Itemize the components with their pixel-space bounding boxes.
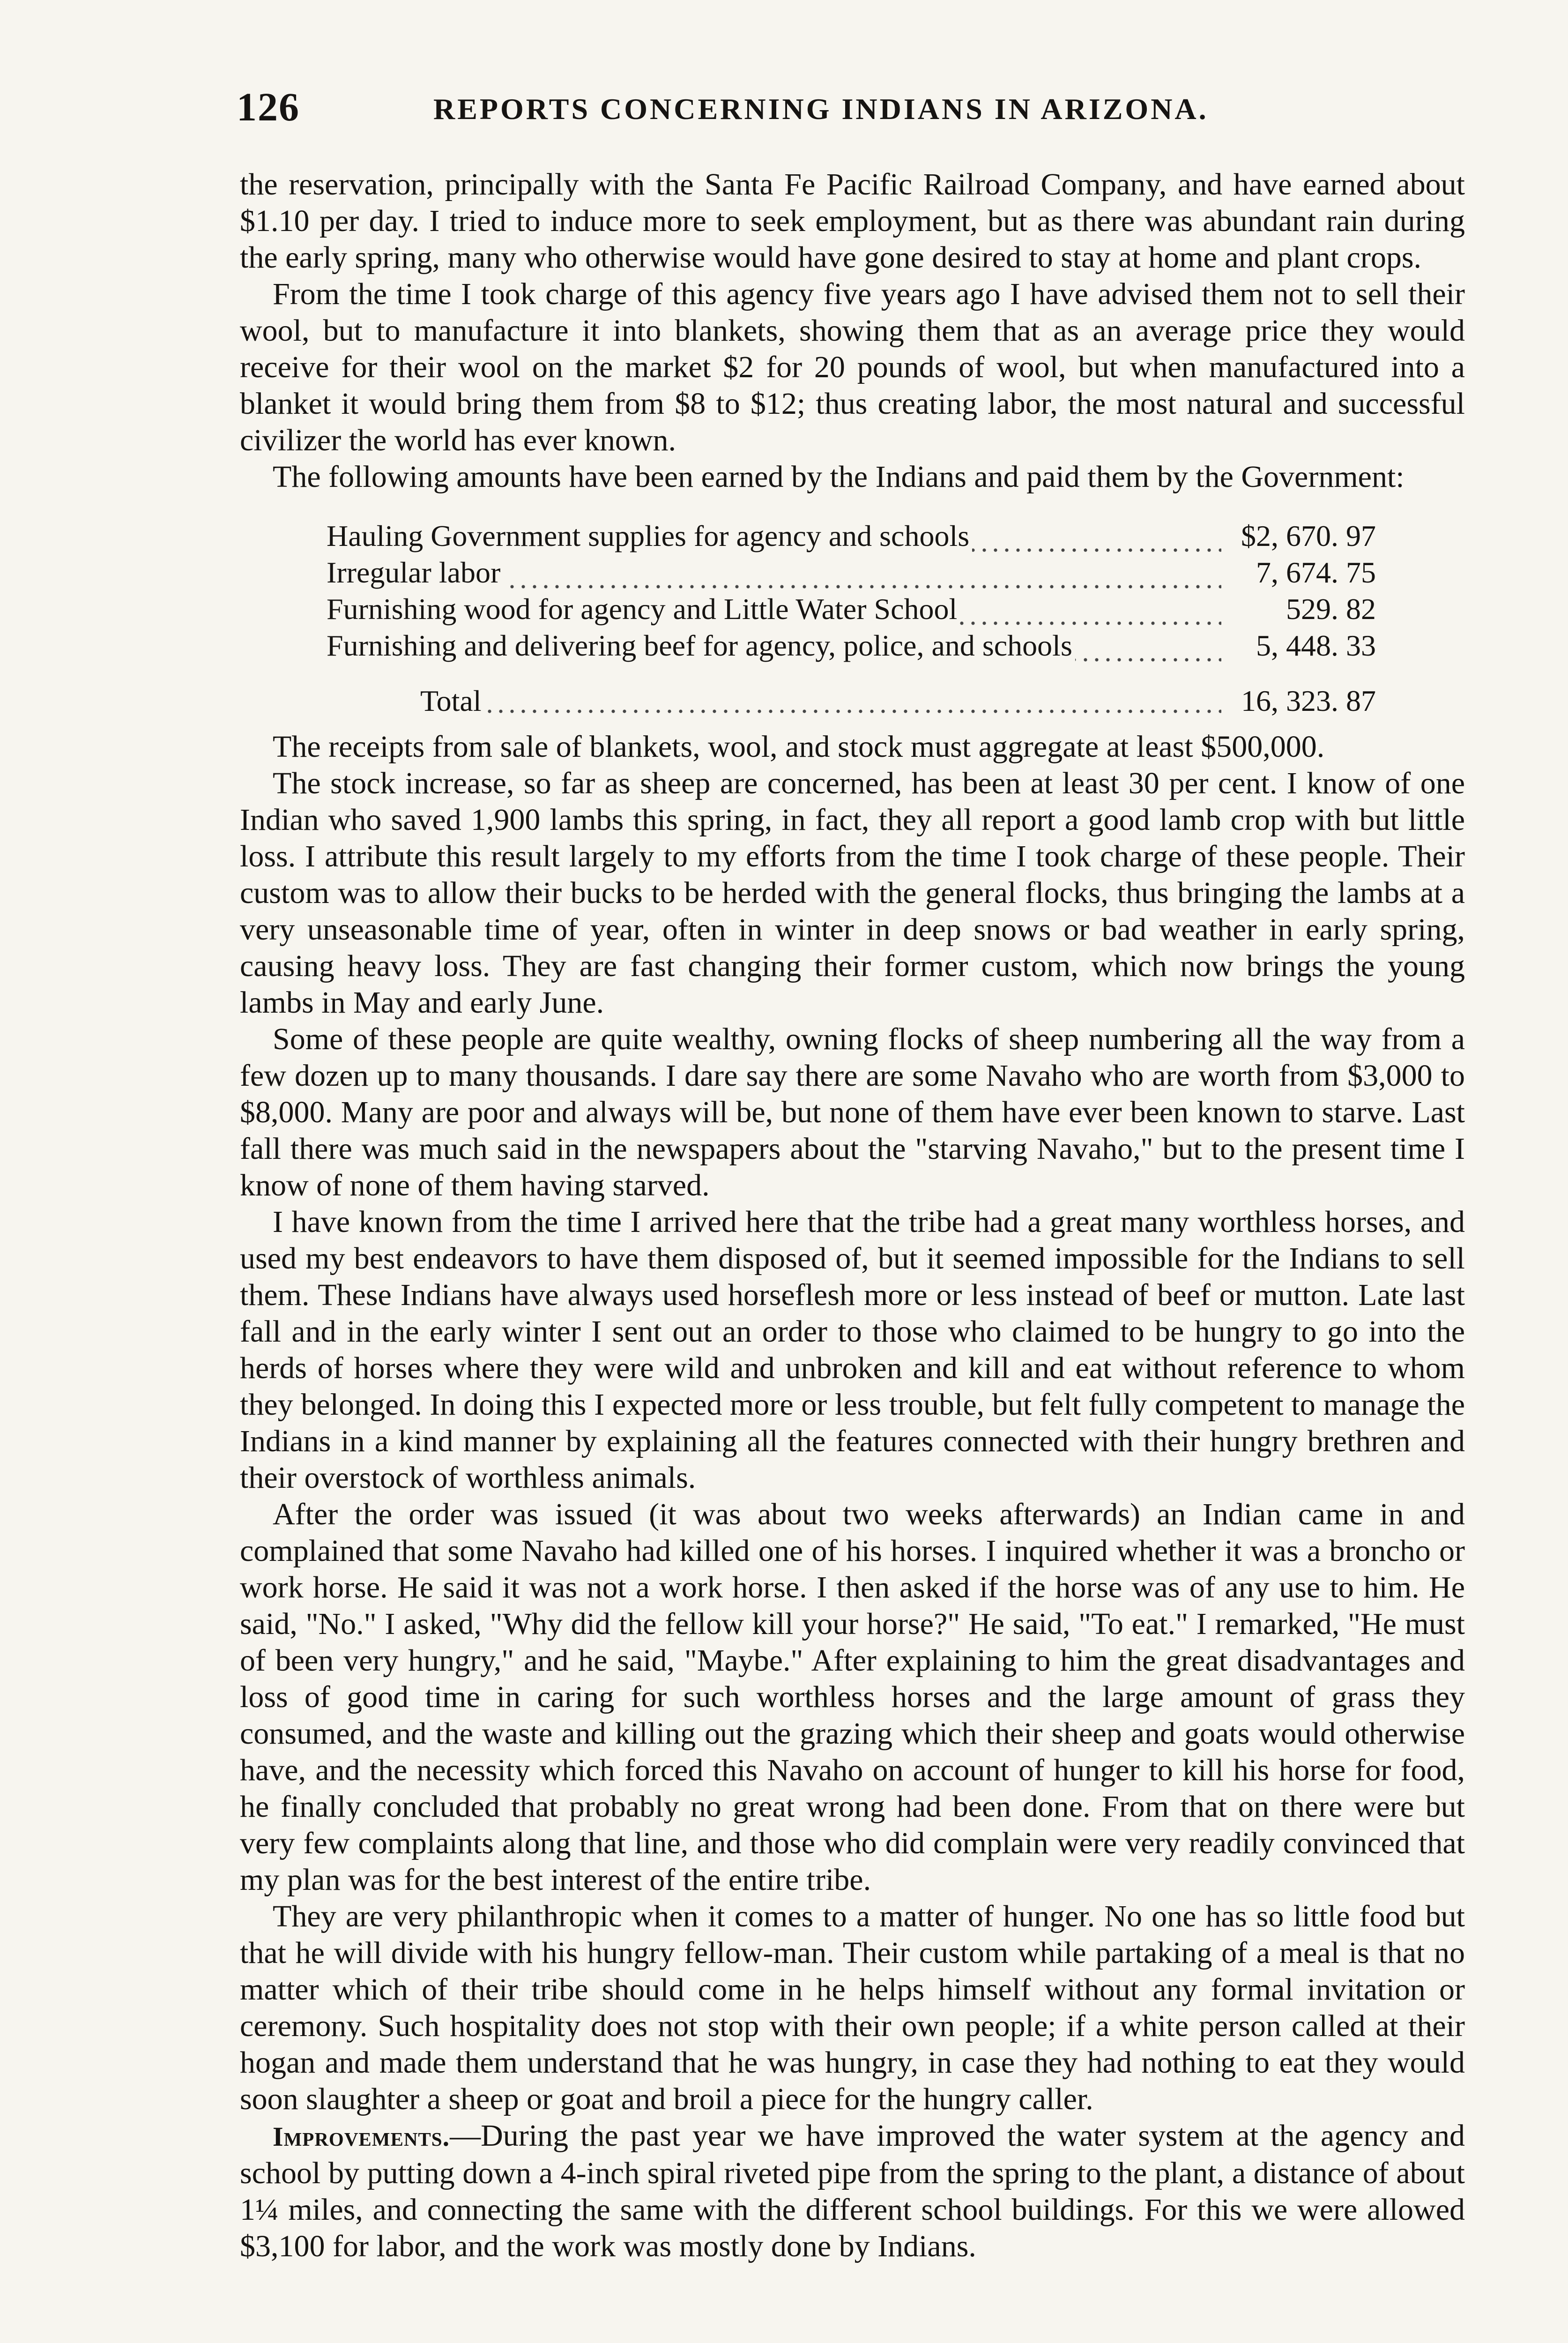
paragraph: The receipts from sale of blankets, wool, and stock must aggregate at least $500,000. xyxy=(273,730,1325,764)
row-label: Irregular labor xyxy=(327,556,503,589)
paragraph: I have known from the time I arrived here that the tribe had a great many worthless horses, and used my best endeavors to have them disposed of, but it seemed impossible for the Indians to sell them. These Indians have always used horseflesh more or less instead of beef or mutton. Late last fall and in the early winter I sent out an order to those who claimed to be hungry to go into the herds of horses where they were wild and unbroken and kill and eat without reference to whom they belonged. In doing this I expected more or less trouble, but felt fully competent to manage the Indians in a kind manner by explaining all the features connected with their hungry brethren and their overstock of worthless animals. xyxy=(240,1205,1465,1495)
paragraph: Some of these people are quite wealthy, owning flocks of sheep numbering all the way from a few dozen up to many thousands. I dare say there are some Navaho who are worth from $3,000 to $8,000. Many are poor and always will be, but none of them have ever been known to starve. Last fall there was much said in the newspapers about the "starving Navaho," but to the present time I know of none of them having starved. xyxy=(240,1022,1465,1202)
paragraph-improvements xyxy=(240,2118,1465,2265)
paragraph: They are very philanthropic when it comes to a matter of hunger. No one has so little food but that he will divide with his hungry fellow-man. Their custom while partaking of a meal is that no matter which of their tribe should come in he helps himself without any formal invitation or ceremony. Such hospitality does not stop with their own people; if a white person called at their hogan and made them understand that he was hungry, in case they had nothing to eat they would soon slaughter a sheep or goat and broil a piece for the hungry caller. xyxy=(240,1899,1465,2116)
table-row xyxy=(327,518,1376,554)
table-total-row xyxy=(327,664,1376,719)
paragraph: After the order was issued (it was about two weeks afterwards) an Indian came in and complained that some Navaho had killed one of his horses. I inquired whether it was a broncho or work horse. He said it was not a work horse. I then asked if the horse was of any use to him. He said, "No." I asked, "Why did the fellow kill your horse?" He said, "To eat." I remarked, "He must of been very hungry," and he said, "Maybe." After explaining to him the great disadvantages and loss of good time in caring for such worthless horses and the large amount of grass they consumed, and the waste and killing out the grazing which their sheep and goats would otherwise have, and the necessity which forced this Navaho on account of hunger to kill his horse for food, he finally concluded that probably no great wrong had been done. From that on there were but very few complaints along that line, and those who did complain were very readily convinced that my plan was for the best interest of the entire tribe. xyxy=(240,1497,1465,1897)
table-row xyxy=(327,627,1376,664)
page-header xyxy=(237,83,1314,140)
row-label: Hauling Government supplies for agency and schools xyxy=(327,519,972,552)
row-amount: 529. 82 xyxy=(1286,592,1376,626)
section-heading: Improvements. xyxy=(273,2121,450,2152)
total-label: Total xyxy=(327,684,484,717)
paragraph-text: —During the past year we have improved the water system at the agency and school by putting down a 4-inch spiral riveted pipe from the spring to the plant, a distance of about 1¼ miles, and connecting the same with the different school buildings. For this we were allowed $3,100 for labor, and the work was mostly done by Indians. xyxy=(240,2119,1465,2263)
paragraph: the reservation, principally with the Santa Fe Pacific Railroad Company, and have earned about $1.10 per day. I tried to induce more to seek employment, but as there was abundant rain during the early spring, many who otherwise would have gone desired to stay at home and plant crops. xyxy=(240,167,1465,275)
table-row xyxy=(327,554,1376,591)
running-head: REPORTS CONCERNING INDIANS IN ARIZONA. xyxy=(433,92,1209,126)
paragraph: The stock increase, so far as sheep are concerned, has been at least 30 per cent. I know of one Indian who saved 1,900 lambs this spring, in fact, they all report a good lamb crop with but little loss. I attribute this result largely to my efforts from the time I took charge of these people. Their custom was to allow their bucks to be herded with the general flocks, thus bringing the lambs at a very unseasonable time of year, often in winter in deep snows or bad weather in early spring, causing heavy loss. They are fast changing their former custom, which now brings the young lambs in May and early June. xyxy=(240,766,1465,1020)
body-text xyxy=(240,166,1465,2265)
row-amount: $2, 670. 97 xyxy=(1241,519,1376,552)
page-number: 126 xyxy=(237,84,300,129)
row-amount: 7, 674. 75 xyxy=(1256,556,1376,589)
earnings-table xyxy=(327,518,1376,719)
total-amount: 16, 323. 87 xyxy=(1241,684,1376,717)
row-label: Furnishing wood for agency and Little Water School xyxy=(327,592,960,626)
row-amount: 5, 448. 33 xyxy=(1256,629,1376,662)
paragraph: The following amounts have been earned by the Indians and paid them by the Government: xyxy=(273,460,1405,494)
paragraph: From the time I took charge of this agency five years ago I have advised them not to sell their wool, but to manufacture it into blankets, showing them that as an average price they would receive for their wool on the market $2 for 20 pounds of wool, but when manufactured into a blanket it would bring them from $8 to $12; thus creating labor, the most natural and successful civilizer the world has ever known. xyxy=(240,277,1465,457)
row-label: Furnishing and delivering beef for agency, police, and schools xyxy=(327,629,1075,662)
table-row xyxy=(327,591,1376,627)
